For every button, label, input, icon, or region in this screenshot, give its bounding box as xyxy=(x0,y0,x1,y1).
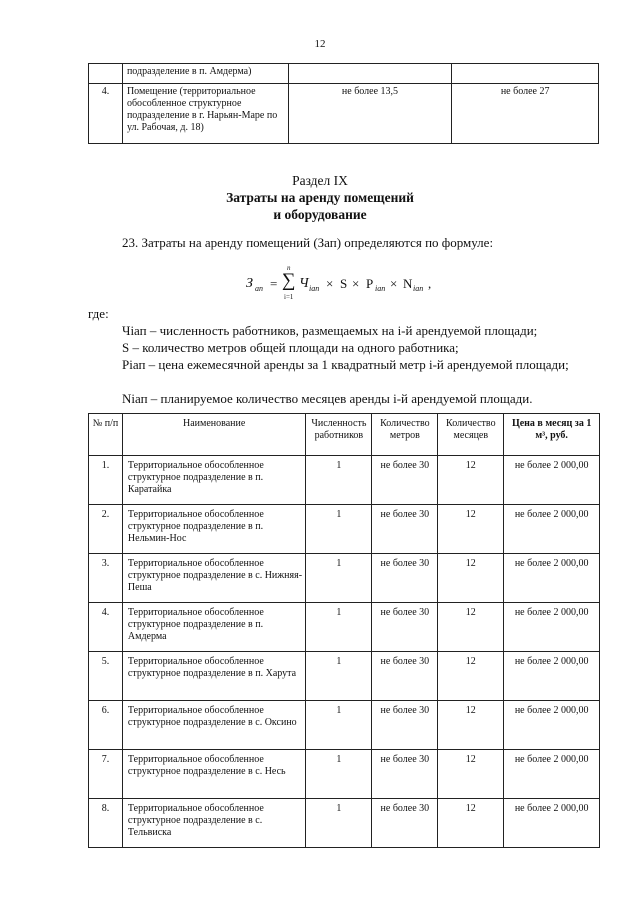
cell-workers: 1 xyxy=(306,554,372,603)
formula xyxy=(246,262,446,304)
cell-price: не более 2 000,00 xyxy=(504,652,600,701)
cell-num: 6. xyxy=(89,701,123,750)
cell-num: 7. xyxy=(89,750,123,799)
table-row xyxy=(89,652,600,701)
definition xyxy=(88,322,590,339)
section-title: и оборудование xyxy=(273,207,367,222)
cell-num: 5. xyxy=(89,652,123,701)
cell-name: Территориальное обособленное структурное подразделение в с. Тельвиска xyxy=(122,799,306,848)
cell-num xyxy=(89,64,123,84)
cell-price: не более 2 000,00 xyxy=(504,554,600,603)
cell-name: Территориальное обособленное структурное подразделение в п. Харута xyxy=(122,652,306,701)
where-label: где: xyxy=(88,306,109,321)
formula-sum-bottom: i=1 xyxy=(284,293,294,301)
cell-workers: 1 xyxy=(306,799,372,848)
cell-price: не более 2 000,00 xyxy=(504,750,600,799)
cell-name: Территориальное обособленное структурное подразделение в с. Несь xyxy=(122,750,306,799)
cell-months: 12 xyxy=(438,652,504,701)
cell-months: 12 xyxy=(438,554,504,603)
cell-workers: 1 xyxy=(306,505,372,554)
formula-equals: = xyxy=(270,276,278,291)
cell-name: Помещение (территориальное обособленное структурное подразделение в г. Нарьян-Маре по ул. Рабочая, д. 18) xyxy=(122,84,288,144)
cell-num: 8. xyxy=(89,799,123,848)
cell-num: 3. xyxy=(89,554,123,603)
cell-workers: 1 xyxy=(306,603,372,652)
formula-times: × xyxy=(390,276,398,291)
cell-months: 12 xyxy=(438,603,504,652)
header-num: № п/п xyxy=(89,414,123,456)
cell-meters: не более 30 xyxy=(372,701,438,750)
cell-months: 12 xyxy=(438,701,504,750)
table-row xyxy=(89,799,600,848)
cell-workers: 1 xyxy=(306,701,372,750)
cell-meters: не более 30 xyxy=(372,652,438,701)
table-row xyxy=(89,456,600,505)
cell-price: не более 2 000,00 xyxy=(504,505,600,554)
cell-name: Территориальное обособленное структурное подразделение в с. Оксино xyxy=(122,701,306,750)
cell-meters: не более 30 xyxy=(372,799,438,848)
cell-workers: 1 xyxy=(306,750,372,799)
cell-name: Территориальное обособленное структурное подразделение в с. Нижняя-Пеша xyxy=(122,554,306,603)
paragraph-23: 23. Затраты на аренду помещений (Зап) определяются по формуле: xyxy=(122,235,494,250)
section-title: Затраты на аренду помещений xyxy=(226,190,414,205)
formula-term1-sub: iап xyxy=(309,284,320,293)
rent-table xyxy=(88,413,600,848)
cell-price: не более 2 000,00 xyxy=(504,603,600,652)
table-row xyxy=(89,701,600,750)
cell-value: не более 27 xyxy=(452,84,599,144)
cell-name: подразделение в п. Амдерма) xyxy=(122,64,288,84)
definition xyxy=(88,390,590,407)
cell-meters: не более 30 xyxy=(372,554,438,603)
cell-months: 12 xyxy=(438,505,504,554)
definition-text: Чiап – численность работников, размещаемых на i-й арендуемой площади; xyxy=(122,323,538,338)
formula-term3-sub: iап xyxy=(375,284,386,293)
formula-lhs-sub: ап xyxy=(255,284,263,293)
definition-text: Niап – планируемое количество месяцев аренды i-й арендуемой площади. xyxy=(122,391,533,406)
top-table xyxy=(88,63,599,144)
cell-meters: не более 30 xyxy=(372,750,438,799)
header-price: Цена в месяц за 1 м³, руб. xyxy=(504,414,600,456)
formula-times: × xyxy=(352,276,360,291)
formula-times: × xyxy=(326,276,334,291)
definition xyxy=(88,356,590,373)
formula-term1: Ч xyxy=(299,276,309,291)
formula-sum-top: n xyxy=(287,264,291,272)
formula-trailing: , xyxy=(428,276,432,291)
table-row xyxy=(89,750,600,799)
formula-term3: P xyxy=(366,276,374,291)
table-row xyxy=(89,64,599,84)
cell-num: 4. xyxy=(89,84,123,144)
cell-value xyxy=(288,64,452,84)
formula-sum-sign: ∑ xyxy=(282,270,296,291)
table-row xyxy=(89,505,600,554)
table-row xyxy=(89,84,599,144)
table-row xyxy=(89,554,600,603)
cell-price: не более 2 000,00 xyxy=(504,456,600,505)
cell-price: не более 2 000,00 xyxy=(504,799,600,848)
definition-text: Piап – цена ежемесячной аренды за 1 квадратный метр i-й арендуемой площади; xyxy=(122,357,569,372)
cell-months: 12 xyxy=(438,799,504,848)
formula-term4: N xyxy=(403,276,413,291)
section-label: Раздел IX xyxy=(292,173,348,188)
header-name: Наименование xyxy=(122,414,306,456)
cell-workers: 1 xyxy=(306,652,372,701)
cell-name: Территориальное обособленное структурное подразделение в п. Каратайка xyxy=(122,456,306,505)
cell-num: 1. xyxy=(89,456,123,505)
header-workers: Численность работников xyxy=(306,414,372,456)
formula-lhs: З xyxy=(246,276,253,291)
cell-num: 2. xyxy=(89,505,123,554)
cell-name: Территориальное обособленное структурное подразделение в п. Нельмин-Нос xyxy=(122,505,306,554)
formula-term4-sub: iап xyxy=(413,284,424,293)
cell-meters: не более 30 xyxy=(372,603,438,652)
definition xyxy=(88,339,590,356)
cell-meters: не более 30 xyxy=(372,505,438,554)
definition-text: S – количество метров общей площади на одного работника; xyxy=(122,340,459,355)
header-months: Количество месяцев xyxy=(438,414,504,456)
cell-price: не более 2 000,00 xyxy=(504,701,600,750)
formula-term2: S xyxy=(340,276,348,291)
cell-months: 12 xyxy=(438,750,504,799)
cell-meters: не более 30 xyxy=(372,456,438,505)
page-number: 12 xyxy=(314,38,326,50)
header-meters: Количество метров xyxy=(372,414,438,456)
cell-value xyxy=(452,64,599,84)
table-header-row xyxy=(89,414,600,456)
table-row xyxy=(89,603,600,652)
cell-num: 4. xyxy=(89,603,123,652)
cell-name: Территориальное обособленное структурное подразделение в п. Амдерма xyxy=(122,603,306,652)
cell-workers: 1 xyxy=(306,456,372,505)
cell-months: 12 xyxy=(438,456,504,505)
cell-value: не более 13,5 xyxy=(288,84,452,144)
